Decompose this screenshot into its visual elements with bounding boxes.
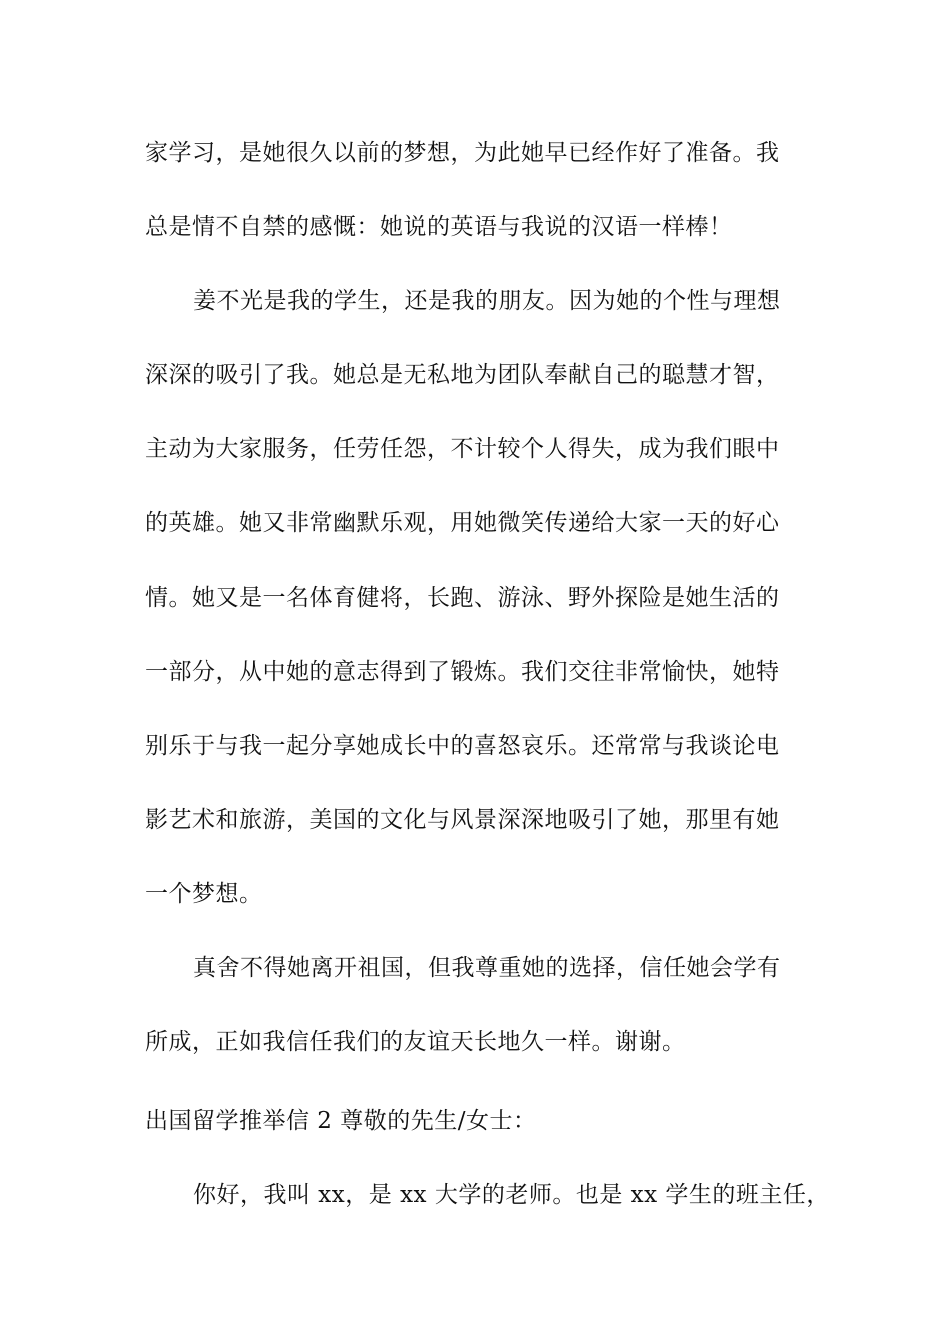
text-line-3: 姜不光是我的学生，还是我的朋友。因为她的个性与理想 [193,288,781,314]
text-line-8: 一部分，从中她的意志得到了锻炼。我们交往非常愉快，她特 [145,659,780,685]
text-line-1: 家学习，是她很久以前的梦想，为此她早已经作好了准备。我 [145,140,780,166]
text-line-9: 别乐于与我一起分享她成长中的喜怒哀乐。还常常与我谈论电 [145,733,780,759]
text-line-6: 的英雄。她又非常幽默乐观，用她微笑传递给大家一天的好心 [145,510,780,536]
text-line-12: 真舍不得她离开祖国，但我尊重她的选择，信任她会学有 [193,955,781,981]
text-line-2: 总是情不自禁的感慨：她说的英语与我说的汉语一样棒！ [145,214,733,240]
text-line-7: 情。她又是一名体育健将，长跑、游泳、野外探险是她生活的 [145,585,780,611]
text-line-5: 主动为大家服务，任劳任怨，不计较个人得失，成为我们眼中 [145,436,780,462]
text-line-13: 所成，正如我信任我们的友谊天长地久一样。谢谢。 [145,1029,686,1055]
text-line-11: 一个梦想。 [145,881,263,907]
section-heading: 出国留学推举信 2 尊敬的先生/女士： [145,1108,537,1134]
text-line-15: 你好，我叫 xx，是 xx 大学的老师。也是 xx 学生的班主任， [193,1182,830,1208]
text-line-10: 影艺术和旅游，美国的文化与风景深深地吸引了她，那里有她 [145,807,780,833]
text-line-4: 深深的吸引了我。她总是无私地为团队奉献自己的聪慧才智， [145,362,780,388]
